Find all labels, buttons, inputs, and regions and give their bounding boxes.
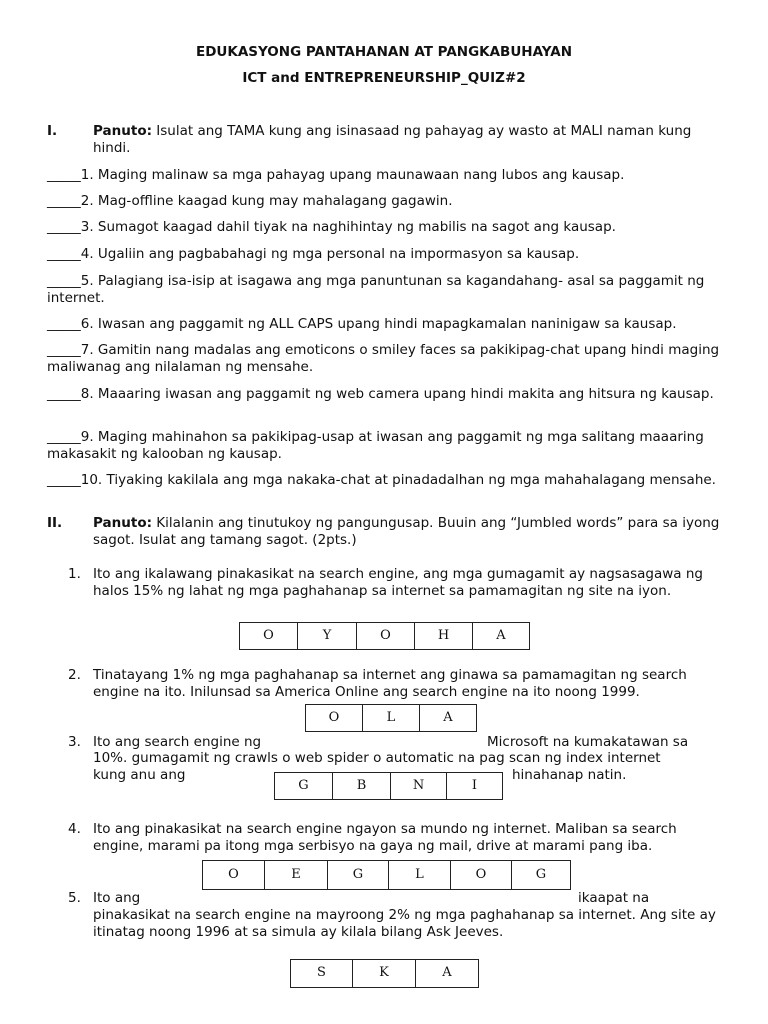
question-text-part: Ito ang [93, 890, 141, 906]
question-text-part: Microsoft na kumakatawan sa [487, 734, 689, 750]
question-number: 3. [68, 734, 81, 750]
document-subtitle: ICT and ENTREPRENEURSHIP_QUIZ#2 [242, 70, 526, 86]
question-text-part: kung anu ang [93, 767, 186, 783]
list-item: _____10. Tiyaking kakilala ang mga nakaka-chat at pinadadalhan ng mga mahahalagang mensahe. [47, 472, 716, 488]
list-item: _____7. Gamitin nang madalas ang emoticons o smiley faces sa pakikipag-chat upang hindi maging maliwanag ang nilalaman ng mensahe. [47, 342, 720, 375]
question-number: 2. [68, 667, 81, 683]
question-text-part: 10%. gumagamit ng crawls o web spider o automatic na pag scan ng index internet [93, 750, 661, 766]
letter-box: A [443, 709, 453, 725]
question-text-part: pinakasikat na search engine na mayroong 2% ng mga paghahanap sa internet. Ang site ay itinatag noong 1996 at sa simula ay kilala bilang Ask Jeeves. [93, 907, 716, 940]
letter-box: L [363, 705, 420, 731]
jumbled-letters-3 [274, 772, 503, 800]
letter-box: B [333, 773, 391, 799]
letter-box: O [451, 861, 512, 889]
letter-box: I [471, 777, 478, 793]
jumbled-letters-5 [290, 959, 479, 988]
question-number: 1. [68, 566, 81, 582]
letter-box: E [265, 861, 328, 889]
letter-box: A [442, 965, 452, 981]
question-text-part: Ito ang search engine ng [93, 734, 262, 750]
question-text: Tinatayang 1% ng mga paghahanap sa internet ang ginawa sa pamamagitan ng search engine na ito. Inilunsad sa America Online ang search engine na ito noong 1999. [93, 667, 687, 700]
letter-box: G [275, 773, 333, 799]
letter-box: G [535, 866, 547, 882]
letter-box: G [328, 861, 389, 889]
letter-box: N [391, 773, 447, 799]
list-item: _____1. Maging malinaw sa mga pahayag upang maunawaan nang lubos ang kausap. [47, 167, 625, 183]
panuto-label: Panuto: [93, 123, 152, 139]
letter-box: O [357, 623, 415, 649]
question-number: 5. [68, 890, 81, 906]
part-one-numeral: I. [47, 123, 58, 139]
question-number: 4. [68, 821, 81, 837]
question-text-part: hinahanap natin. [512, 767, 627, 783]
question-text-part: ikaapat na [578, 890, 650, 906]
list-item: _____3. Sumagot kaagad dahil tiyak na naghihintay ng mabilis na sagot ang kausap. [47, 219, 616, 235]
letter-box: L [389, 861, 451, 889]
panuto-label: Panuto: [93, 515, 152, 531]
list-item: _____4. Ugaliin ang pagbabahagi ng mga personal na impormasyon sa kausap. [47, 246, 580, 262]
list-item: _____2. Mag-offline kaagad kung may mahalagang gagawin. [47, 193, 453, 209]
question-text: Ito ang pinakasikat na search engine ngayon sa mundo ng internet. Maliban sa search engine, marami pa itong mga serbisyo na gaya ng mail, drive at marami pang iba. [93, 821, 677, 854]
letter-box: Y [298, 623, 357, 649]
letter-box: A [496, 627, 506, 643]
letter-box: O [240, 623, 298, 649]
list-item: _____8. Maaaring iwasan ang paggamit ng web camera upang hindi makita ang hitsura ng kausap. [47, 386, 714, 402]
jumbled-letters-1 [239, 622, 530, 650]
question-text: Ito ang ikalawang pinakasikat na search engine, ang mga gumagamit ay nagsasagawa ng halos 15% ng lahat ng mga paghahanap sa internet sa pamamagitan ng site na iyon. [93, 566, 703, 599]
part-two-instructions [93, 515, 723, 548]
list-item: _____5. Palagiang isa-isip at isagawa ang mga panuntunan sa kagandahang- asal sa paggamit ng internet. [47, 273, 705, 306]
jumbled-letters-2 [305, 704, 477, 732]
part-one-instructions [93, 123, 703, 156]
jumbled-letters-4 [202, 860, 571, 890]
letter-box: O [306, 705, 363, 731]
panuto-text: Isulat ang TAMA kung ang isinasaad ng pahayag ay wasto at MALI naman kung hindi. [93, 123, 692, 156]
list-item: _____9. Maging mahinahon sa pakikipag-usap at iwasan ang paggamit ng mga salitang maaaring makasakit ng kalooban ng kausap. [47, 429, 704, 462]
letter-box: H [415, 623, 473, 649]
letter-box: K [353, 960, 416, 987]
panuto-text: Kilalanin ang tinutukoy ng pangungusap. Buuin ang “Jumbled words” para sa iyong sagot. Isulat ang tamang sagot. (2pts.) [93, 515, 720, 548]
letter-box: O [203, 861, 265, 889]
part-two-numeral: II. [47, 515, 63, 531]
list-item: _____6. Iwasan ang paggamit ng ALL CAPS upang hindi mapagkamalan naninigaw sa kausap. [47, 316, 677, 332]
document-title: EDUKASYONG PANTAHANAN AT PANGKABUHAYAN [195, 44, 572, 60]
letter-box: S [291, 960, 353, 987]
